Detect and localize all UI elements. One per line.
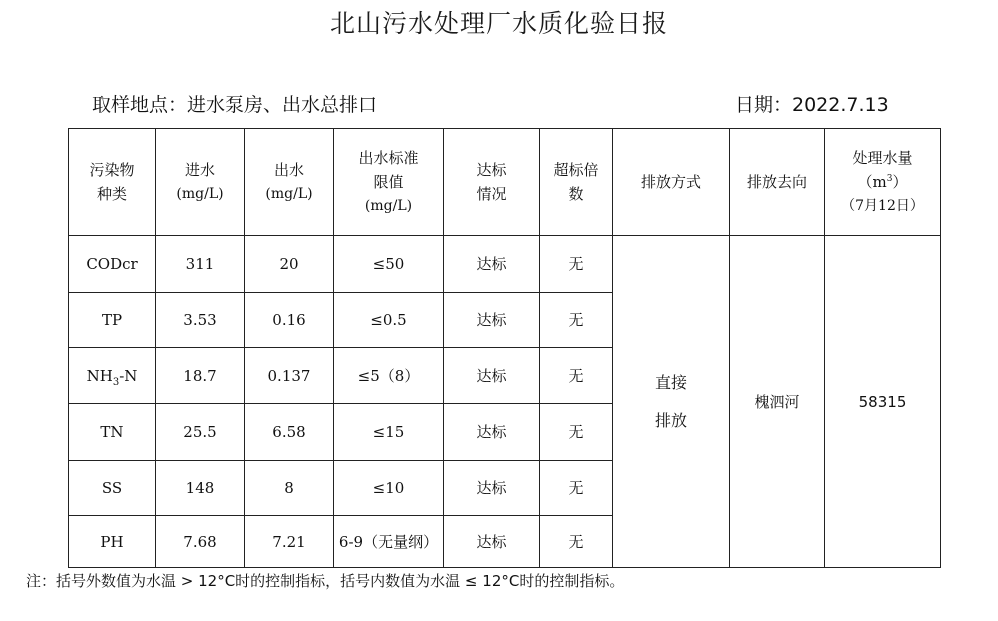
header-compliance: 达标 情况 <box>444 129 540 236</box>
compliance-value: 达标 <box>444 293 540 348</box>
inflow-value: 311 <box>156 236 245 293</box>
outflow-value: 0.16 <box>245 293 334 348</box>
pollutant-name: CODcr <box>69 236 156 293</box>
limit-value: 6-9（无量纲） <box>334 516 444 568</box>
water-quality-table <box>68 128 941 568</box>
footnote: 注：括号外数值为水温 > 12°C时的控制指标，括号内数值为水温 ≤ 12°C时的控制指标。 <box>26 572 625 590</box>
exceed-value: 无 <box>540 461 613 516</box>
header-volume: 处理水量 $(m^3)$ （7月12日） <box>825 129 941 236</box>
compliance-value: 达标 <box>444 461 540 516</box>
pollutant-name: TN <box>69 404 156 461</box>
table-row <box>69 236 941 293</box>
inflow-value: 3.53 <box>156 293 245 348</box>
header-inflow: 进水 (mg/L) <box>156 129 245 236</box>
discharge-dest-cell: 槐泗河 <box>730 236 825 568</box>
discharge-mode-cell: 直接 排放 <box>613 236 730 568</box>
inflow-value: 148 <box>156 461 245 516</box>
header-discharge-mode: 排放方式 <box>613 129 730 236</box>
header-limit: 出水标准 限值 (mg/L) <box>334 129 444 236</box>
header-outflow: 出水 (mg/L) <box>245 129 334 236</box>
limit-value: ≤5（8） <box>334 348 444 404</box>
inflow-value: 18.7 <box>156 348 245 404</box>
compliance-value: 达标 <box>444 516 540 568</box>
outflow-value: 0.137 <box>245 348 334 404</box>
exceed-value: 无 <box>540 404 613 461</box>
limit-value: ≤0.5 <box>334 293 444 348</box>
outflow-value: 8 <box>245 461 334 516</box>
exceed-value: 无 <box>540 236 613 293</box>
inflow-value: 7.68 <box>156 516 245 568</box>
report-title: 北山污水处理厂水质化验日报 <box>329 9 668 38</box>
compliance-value: 达标 <box>444 404 540 461</box>
header-exceed: 超标倍 数 <box>540 129 613 236</box>
header-row <box>69 129 941 236</box>
header-discharge-dest: 排放去向 <box>730 129 825 236</box>
header-pollutant: 污染物 种类 <box>69 129 156 236</box>
limit-value: ≤50 <box>334 236 444 293</box>
volume-cell: 58315 <box>825 236 941 568</box>
outflow-value: 6.58 <box>245 404 334 461</box>
limit-value: ≤10 <box>334 461 444 516</box>
outflow-value: 7.21 <box>245 516 334 568</box>
exceed-value: 无 <box>540 348 613 404</box>
limit-value: ≤15 <box>334 404 444 461</box>
compliance-value: 达标 <box>444 348 540 404</box>
inflow-value: 25.5 <box>156 404 245 461</box>
report-date: 日期：2022.7.13 <box>735 94 889 116</box>
outflow-value: 20 <box>245 236 334 293</box>
pollutant-name: TP <box>69 293 156 348</box>
pollutant-name: PH <box>69 516 156 568</box>
compliance-value: 达标 <box>444 236 540 293</box>
exceed-value: 无 <box>540 516 613 568</box>
exceed-value: 无 <box>540 293 613 348</box>
pollutant-name: SS <box>69 461 156 516</box>
pollutant-name: $NH_3-N$ <box>69 348 156 404</box>
sampling-location: 取样地点：进水泵房、出水总排口 <box>92 94 378 116</box>
